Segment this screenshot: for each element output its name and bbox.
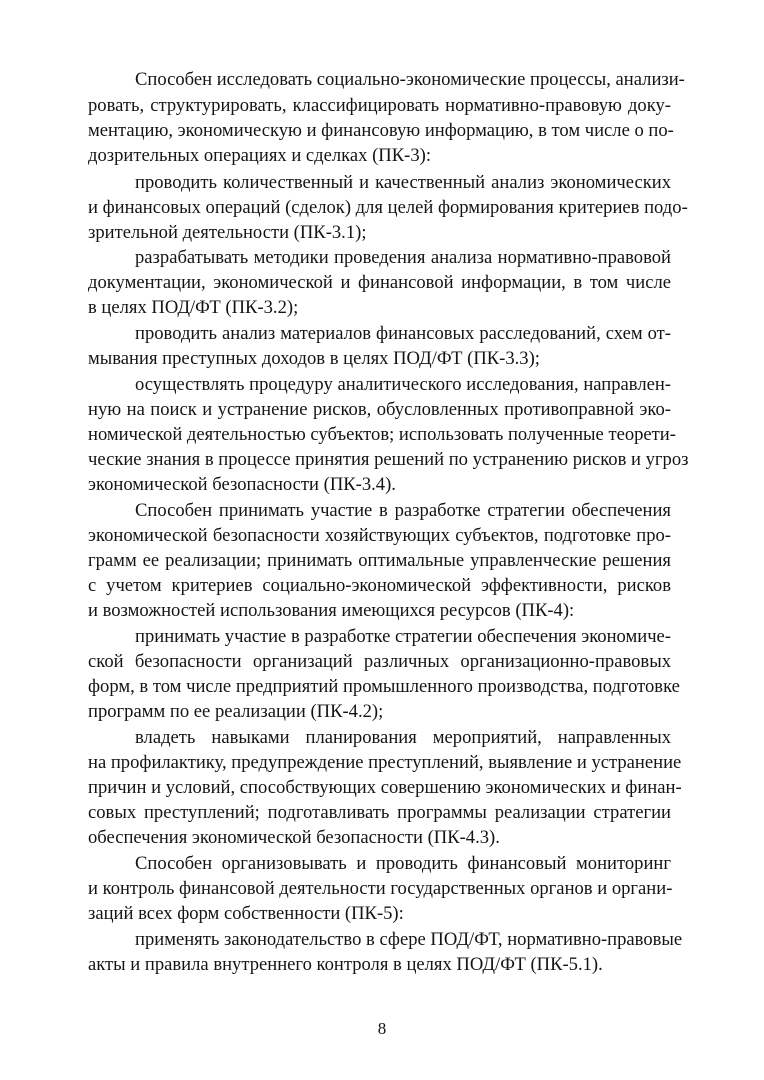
text-line: экономической безопасности хозяйствующих субъектов, подготовке про-	[88, 525, 671, 546]
text-line: совых преступлений; подготавливать программы реализации стратегии	[88, 802, 671, 823]
text-line: с учетом критериев социально-экономической эффективности, рисков	[88, 575, 671, 596]
text-line: принимать участие в разработке стратегии обеспечения экономиче-	[135, 626, 671, 647]
text-line: экономической безопасности (ПК-3.4).	[88, 474, 396, 495]
text-line: номической деятельностью субъектов; использовать полученные теорети-	[88, 424, 676, 445]
text-line: и финансовых операций (сделок) для целей формирования критериев подо-	[88, 197, 688, 218]
text-line: обеспечения экономической безопасности (ПК-4.3).	[88, 827, 500, 848]
text-line: владеть навыками планирования мероприятий, направленных	[135, 727, 671, 748]
text-line: применять законодательство в сфере ПОД/ФТ, нормативно-правовые	[135, 929, 683, 950]
text-line: Способен принимать участие в разработке стратегии обеспечения	[135, 500, 671, 521]
text-line: причин и условий, способствующих совершению экономических и финан-	[88, 777, 682, 798]
text-line: ментацию, экономическую и финансовую информацию, в том числе о по-	[88, 120, 674, 141]
text-line: форм, в том числе предприятий промышленного производства, подготовке	[88, 676, 680, 697]
text-line: заций всех форм собственности (ПК-5):	[88, 903, 404, 924]
text-line: акты и правила внутреннего контроля в целях ПОД/ФТ (ПК-5.1).	[88, 954, 603, 975]
text-line: ную на поиск и устранение рисков, обусловленных противоправной эко-	[88, 399, 671, 420]
text-line: грамм ее реализации; принимать оптимальные управленческие решения	[88, 550, 671, 571]
text-line: ровать, структурировать, классифицировать нормативно-правовую доку-	[88, 95, 671, 116]
text-line: на профилактику, предупреждение преступлений, выявление и устранение	[88, 752, 682, 773]
page-number: 8	[377, 1019, 387, 1038]
text-line: проводить анализ материалов финансовых расследований, схем от-	[135, 323, 671, 344]
text-line: и возможностей использования имеющихся ресурсов (ПК-4):	[88, 600, 575, 621]
text-line: разрабатывать методики проведения анализа нормативно-правовой	[135, 247, 671, 268]
text-line: документации, экономической и финансовой информации, в том числе	[88, 272, 671, 293]
text-line: Способен организовывать и проводить финансовый мониторинг	[135, 853, 671, 874]
text-line: и контроль финансовой деятельности государственных органов и органи-	[88, 878, 673, 899]
text-line: мывания преступных доходов в целях ПОД/ФТ (ПК-3.3);	[88, 348, 540, 369]
text-line: Способен исследовать социально-экономические процессы, анализи-	[135, 69, 685, 90]
text-line: в целях ПОД/ФТ (ПК-3.2);	[88, 297, 299, 318]
text-line: дозрительных операциях и сделках (ПК-3):	[88, 145, 431, 166]
text-line: зрительной деятельности (ПК-3.1);	[88, 222, 367, 243]
text-line: программ по ее реализации (ПК-4.2);	[88, 701, 384, 722]
text-line: осуществлять процедуру аналитического исследования, направлен-	[135, 374, 671, 395]
text-line: ческие знания в процессе принятия решений по устранению рисков и угроз	[88, 449, 689, 470]
text-line: ской безопасности организаций различных организационно-правовых	[88, 651, 671, 672]
text-line: проводить количественный и качественный анализ экономических	[135, 172, 671, 193]
